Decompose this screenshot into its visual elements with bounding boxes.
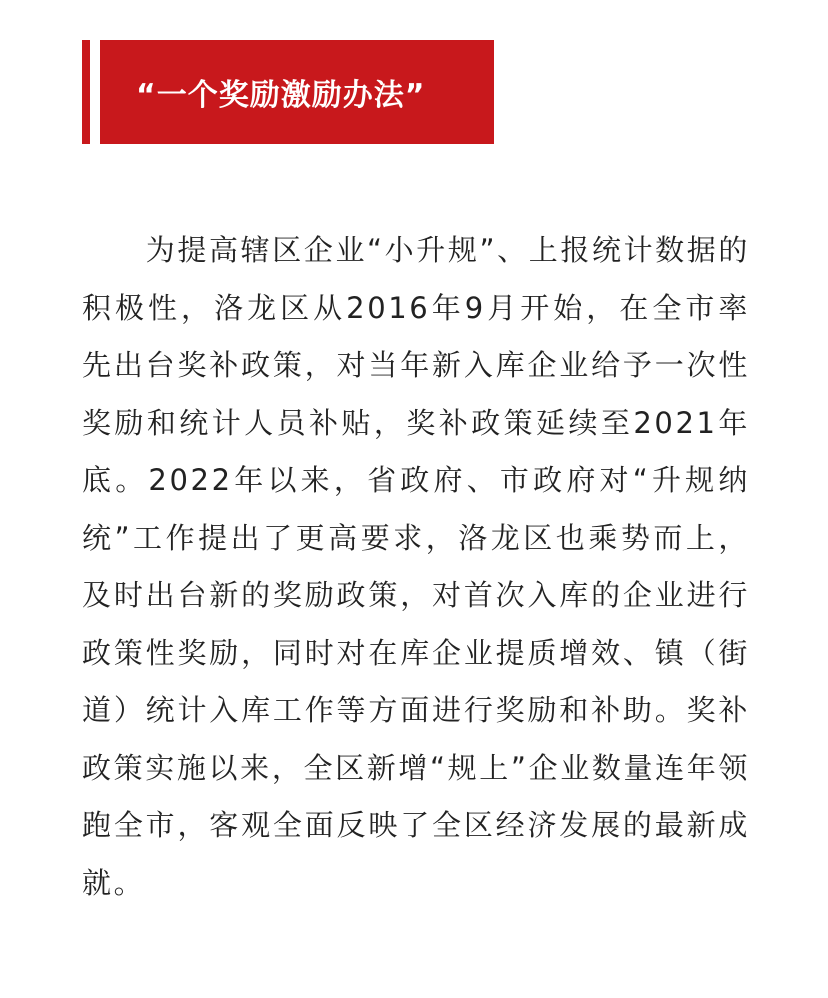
article-paragraph: 为提高辖区企业“小升规”、上报统计数据的积极性，洛龙区从2016年9月开始，在全市率先出台奖补政策，对当年新入库企业给予一次性奖励和统计人员补贴，奖补政策延续至2021年底。2022年以来，省政府、市政府对“升规纳统”工作提出了更高要求，洛龙区也乘势而上，及时出台新的奖励政策，对首次入库的企业进行政策性奖励，同时对在库企业提质增效、镇（街道）统计入库工作等方面进行奖励和补助。奖补政策实施以来，全区新增“规上”企业数量连年领跑全市，客观全面反映了全区经济发展的最新成就。 [82, 233, 750, 900]
section-title-banner [100, 40, 494, 144]
section-title: “一个奖励激励办法” [136, 78, 426, 113]
title-accent-bar [82, 40, 90, 144]
